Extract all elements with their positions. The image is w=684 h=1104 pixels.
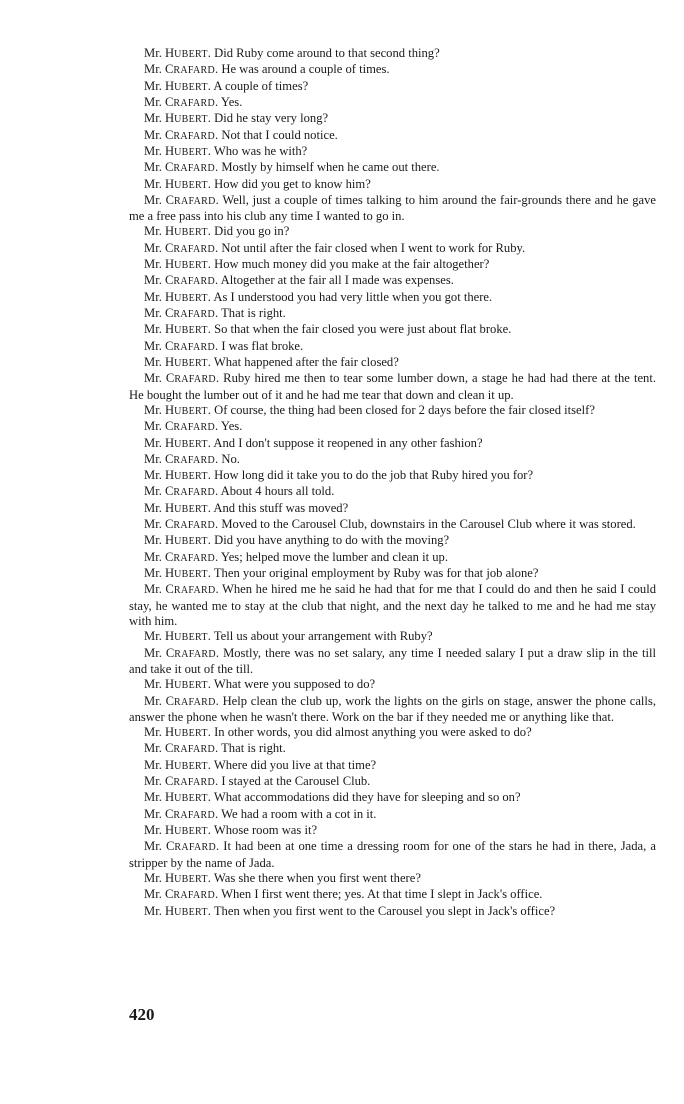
speaker-name: Mr. HUBERT. bbox=[144, 46, 211, 60]
testimony-paragraph bbox=[129, 871, 656, 887]
speaker-name: Mr. HUBERT. bbox=[144, 289, 211, 304]
testimony-text: What happened after the fair closed? bbox=[213, 354, 399, 369]
speaker-name: Mr. HUBERT. bbox=[144, 903, 211, 918]
speaker-name: Mr. HUBERT. bbox=[144, 677, 211, 692]
speaker-name: Mr. HUBERT. bbox=[144, 870, 211, 885]
speaker-name: Mr. HUBERT. bbox=[144, 143, 211, 158]
testimony-text: I was flat broke. bbox=[221, 338, 304, 353]
speaker-name: Mr. HUBERT. bbox=[144, 566, 211, 580]
testimony-paragraph bbox=[129, 193, 656, 225]
speaker-name: Mr. HUBERT. bbox=[144, 435, 211, 450]
speaker-name: Mr. HUBERT. bbox=[144, 224, 211, 239]
testimony-paragraph bbox=[129, 484, 656, 500]
speaker-name: Mr. HUBERT. bbox=[144, 257, 211, 272]
testimony-text: Tell us about your arrangement with Ruby? bbox=[213, 629, 433, 644]
testimony-text: A couple of times? bbox=[213, 78, 309, 93]
testimony-paragraph bbox=[129, 823, 656, 839]
testimony-paragraph bbox=[129, 725, 656, 741]
testimony-paragraph bbox=[129, 46, 656, 62]
testimony-text: Not that I could notice. bbox=[221, 127, 338, 142]
speaker-name: Mr. HUBERT. bbox=[144, 176, 211, 191]
speaker-name: Mr. CRAFARD. bbox=[144, 887, 219, 902]
speaker-name: Mr. HUBERT. bbox=[144, 500, 211, 515]
testimony-text: Who was he with? bbox=[213, 143, 308, 158]
testimony-text: Ruby hired me then to tear some lumber down, a stage he had had there at the tent. He bought the lumber out of it and he had me tear that down and clean it up. bbox=[129, 371, 656, 402]
testimony-text: Did you have anything to do with the moving? bbox=[214, 533, 450, 548]
testimony-text: It had been at one time a dressing room for one of the stars he had in there, Jada, a stripper by the name of Jada. bbox=[129, 839, 656, 870]
testimony-paragraph bbox=[129, 582, 656, 629]
testimony-paragraph bbox=[129, 887, 656, 903]
testimony-paragraph bbox=[129, 403, 656, 419]
testimony-paragraph bbox=[129, 355, 656, 371]
testimony-paragraph bbox=[129, 257, 656, 273]
speaker-name: Mr. HUBERT. bbox=[144, 78, 211, 93]
testimony-paragraph bbox=[129, 566, 656, 582]
testimony-text: And I don't suppose it reopened in any other fashion? bbox=[213, 435, 483, 450]
speaker-name: Mr. CRAFARD. bbox=[144, 693, 219, 708]
testimony-paragraph bbox=[129, 79, 656, 95]
speaker-name: Mr. CRAFARD. bbox=[144, 419, 219, 434]
testimony-paragraph bbox=[129, 111, 656, 127]
speaker-name: Mr. HUBERT. bbox=[144, 725, 211, 740]
speaker-name: Mr. CRAFARD. bbox=[144, 192, 219, 207]
testimony-paragraph bbox=[129, 160, 656, 176]
testimony-text: Mostly, there was no set salary, any time I needed salary I put a draw slip in the till and take it out of the till. bbox=[129, 645, 656, 676]
testimony-paragraph bbox=[129, 128, 656, 144]
testimony-paragraph bbox=[129, 452, 656, 468]
speaker-name: Mr. CRAFARD. bbox=[144, 645, 220, 660]
testimony-text: How long did it take you to do the job that Ruby hired you for? bbox=[214, 468, 534, 483]
speaker-name: Mr. CRAFARD. bbox=[144, 127, 219, 142]
testimony-paragraph bbox=[129, 419, 656, 435]
testimony-paragraph bbox=[129, 339, 656, 355]
testimony-text: Well, just a couple of times talking to him around the fair-grounds there and he gave me a free pass into his club any time I wanted to go in. bbox=[129, 192, 657, 224]
testimony-text: About 4 hours all told. bbox=[220, 484, 335, 499]
speaker-name: Mr. CRAFARD. bbox=[144, 582, 219, 597]
testimony-paragraph bbox=[129, 436, 656, 452]
testimony-paragraph bbox=[129, 741, 656, 757]
speaker-name: Mr. CRAFARD. bbox=[144, 484, 219, 499]
testimony-text: Then when you first went to the Carousel you slept in Jack's office? bbox=[213, 903, 556, 918]
testimony-paragraph bbox=[129, 774, 656, 790]
testimony-text: Was she there when you first went there? bbox=[213, 870, 421, 885]
transcript-body bbox=[129, 46, 656, 920]
speaker-name: Mr. HUBERT. bbox=[144, 322, 211, 337]
testimony-paragraph bbox=[129, 646, 656, 678]
testimony-text: No. bbox=[221, 451, 240, 466]
testimony-text: Yes; helped move the lumber and clean it up. bbox=[220, 549, 448, 564]
testimony-text: Mostly by himself when he came out there. bbox=[221, 160, 440, 175]
testimony-text: That is right. bbox=[221, 306, 286, 320]
testimony-text: How did you get to know him? bbox=[214, 176, 371, 191]
testimony-paragraph bbox=[129, 677, 656, 693]
speaker-name: Mr. HUBERT. bbox=[144, 757, 211, 772]
testimony-paragraph bbox=[129, 694, 656, 726]
testimony-paragraph bbox=[129, 758, 656, 774]
testimony-text: Then your original employment by Ruby was for that job alone? bbox=[213, 566, 539, 580]
testimony-text: Whose room was it? bbox=[213, 823, 318, 837]
testimony-text: What were you supposed to do? bbox=[213, 677, 376, 692]
speaker-name: Mr. CRAFARD. bbox=[144, 839, 220, 854]
testimony-text: When I first went there; yes. At that time I slept in Jack's office. bbox=[221, 887, 543, 902]
testimony-paragraph bbox=[129, 533, 656, 549]
speaker-name: Mr. CRAFARD. bbox=[144, 62, 219, 77]
testimony-paragraph bbox=[129, 371, 656, 403]
testimony-text: As I understood you had very little when you got there. bbox=[213, 289, 493, 304]
testimony-text: Yes. bbox=[220, 94, 243, 109]
testimony-paragraph bbox=[129, 273, 656, 289]
speaker-name: Mr. CRAFARD. bbox=[144, 741, 219, 756]
speaker-name: Mr. HUBERT. bbox=[144, 111, 211, 126]
speaker-name: Mr. HUBERT. bbox=[144, 823, 211, 837]
testimony-paragraph bbox=[129, 306, 656, 322]
testimony-text: What accommodations did they have for sleeping and so on? bbox=[213, 790, 521, 805]
testimony-paragraph bbox=[129, 62, 656, 78]
testimony-text: That is right. bbox=[221, 741, 286, 756]
testimony-paragraph bbox=[129, 95, 656, 111]
speaker-name: Mr. CRAFARD. bbox=[144, 306, 219, 320]
testimony-paragraph bbox=[129, 904, 656, 920]
testimony-text: Did he stay very long? bbox=[214, 111, 329, 126]
speaker-name: Mr. CRAFARD. bbox=[144, 273, 219, 288]
testimony-text: Did you go in? bbox=[214, 224, 290, 239]
testimony-text: When he hired me he said he had that for me that I could do and then he said I could stay, he wanted me to stay at the club that night, and the next day he talked to me and he had me stay with him. bbox=[129, 582, 656, 628]
testimony-text: Not until after the fair closed when I went to work for Ruby. bbox=[221, 240, 526, 255]
testimony-paragraph bbox=[129, 290, 656, 306]
speaker-name: Mr. HUBERT. bbox=[144, 533, 211, 548]
testimony-text: Yes. bbox=[220, 419, 243, 434]
testimony-paragraph bbox=[129, 501, 656, 517]
testimony-text: Where did you live at that time? bbox=[213, 757, 377, 772]
testimony-text: Help clean the club up, work the lights on the girls on stage, answer the phone calls, answer the phone when he wasn't there. Work on the bar if they needed me or anything like that. bbox=[129, 693, 656, 724]
testimony-text: I stayed at the Carousel Club. bbox=[221, 774, 371, 789]
speaker-name: Mr. HUBERT. bbox=[144, 629, 211, 644]
testimony-paragraph bbox=[129, 322, 656, 338]
testimony-paragraph bbox=[129, 839, 656, 871]
testimony-text: He was around a couple of times. bbox=[221, 62, 390, 77]
speaker-name: Mr. CRAFARD. bbox=[144, 338, 219, 353]
speaker-name: Mr. CRAFARD. bbox=[144, 94, 219, 109]
testimony-text: Of course, the thing had been closed for 2 days before the fair closed itself? bbox=[214, 402, 595, 417]
speaker-name: Mr. HUBERT. bbox=[144, 468, 211, 483]
testimony-text: Did Ruby come around to that second thing? bbox=[214, 46, 440, 60]
testimony-paragraph bbox=[129, 224, 656, 240]
testimony-text: We had a room with a cot in it. bbox=[221, 806, 377, 821]
testimony-paragraph bbox=[129, 144, 656, 160]
speaker-name: Mr. CRAFARD. bbox=[144, 517, 219, 532]
speaker-name: Mr. HUBERT. bbox=[144, 402, 211, 417]
speaker-name: Mr. CRAFARD. bbox=[144, 806, 219, 821]
speaker-name: Mr. CRAFARD. bbox=[144, 774, 219, 789]
speaker-name: Mr. CRAFARD. bbox=[144, 240, 219, 255]
testimony-text: And this stuff was moved? bbox=[213, 500, 349, 515]
testimony-text: Moved to the Carousel Club, downstairs in the Carousel Club where it was stored. bbox=[221, 517, 636, 532]
speaker-name: Mr. HUBERT. bbox=[144, 354, 211, 369]
testimony-paragraph bbox=[129, 517, 656, 533]
testimony-paragraph bbox=[129, 807, 656, 823]
testimony-paragraph bbox=[129, 790, 656, 806]
speaker-name: Mr. CRAFARD. bbox=[144, 549, 219, 564]
speaker-name: Mr. CRAFARD. bbox=[144, 451, 219, 466]
speaker-name: Mr. CRAFARD. bbox=[144, 371, 220, 386]
testimony-paragraph bbox=[129, 629, 656, 645]
testimony-paragraph bbox=[129, 550, 656, 566]
testimony-text: Altogether at the fair all I made was expenses. bbox=[220, 273, 454, 288]
page-number: 420 bbox=[129, 1005, 155, 1024]
testimony-text: In other words, you did almost anything you were asked to do? bbox=[214, 725, 532, 740]
speaker-name: Mr. HUBERT. bbox=[144, 790, 211, 805]
testimony-paragraph bbox=[129, 241, 656, 257]
testimony-paragraph bbox=[129, 468, 656, 484]
testimony-text: So that when the fair closed you were just about flat broke. bbox=[214, 322, 512, 337]
speaker-name: Mr. CRAFARD. bbox=[144, 160, 219, 175]
testimony-text: How much money did you make at the fair altogether? bbox=[214, 257, 490, 272]
testimony-paragraph bbox=[129, 177, 656, 193]
